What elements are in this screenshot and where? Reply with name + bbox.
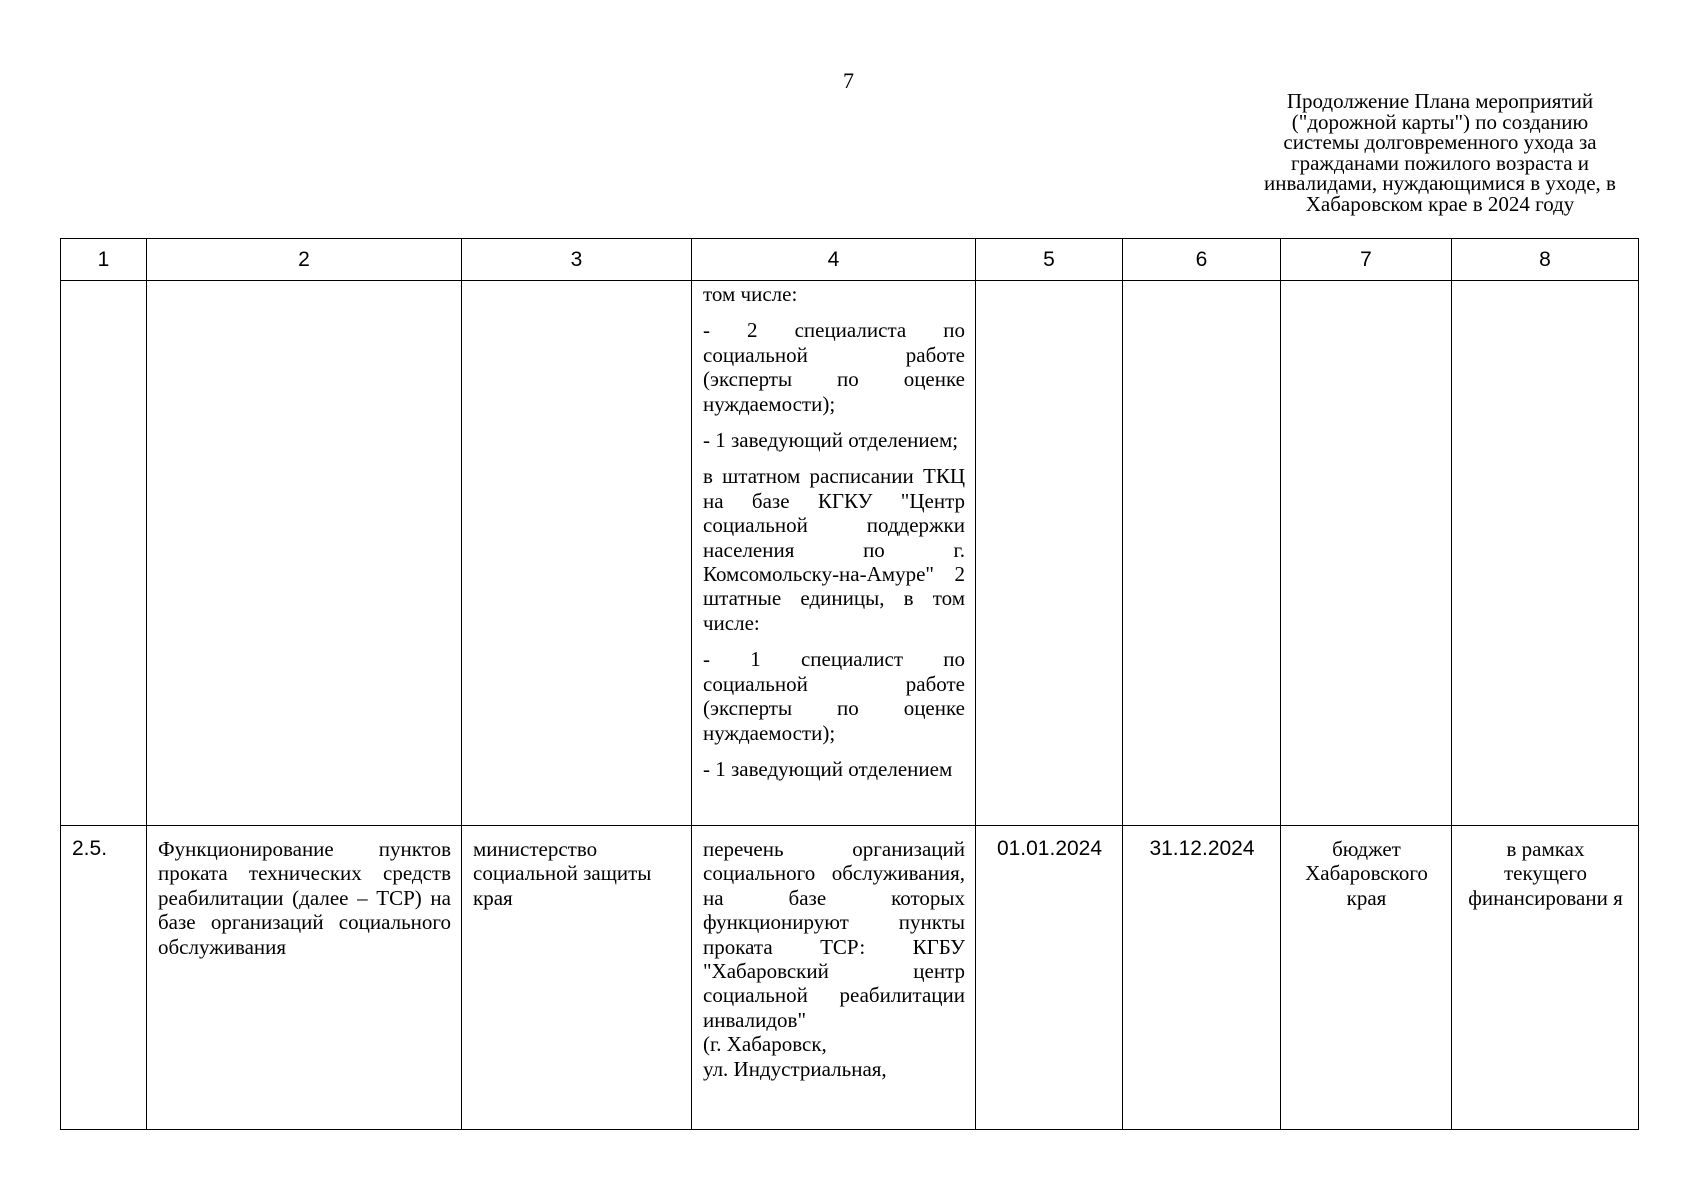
table-cell <box>1281 281 1452 826</box>
table-cell <box>147 281 462 826</box>
result-paragraph: перечень организаций социального обслуживания, на базе которых функционируют пункты проката ТСР: КГБУ "Хабаровский центр социальной реабилитации инвалидов" <box>703 837 965 1032</box>
heading-line: ("дорожной карты") по созданию <box>1291 109 1589 134</box>
document-heading <box>1230 91 1650 214</box>
table-cell <box>976 826 1123 1130</box>
table-cell <box>976 281 1123 826</box>
result-text <box>692 281 975 781</box>
heading-line: Хабаровском крае в 2024 году <box>1305 191 1575 216</box>
column-header: 5 <box>976 239 1123 281</box>
funding-source: бюджет Хабаровского края <box>1305 837 1428 910</box>
heading-line: Продолжение Плана мероприятий <box>1286 89 1594 113</box>
plan-table <box>60 238 1639 1130</box>
column-header: 1 <box>61 239 147 281</box>
page-number: 7 <box>843 68 854 93</box>
column-header: 4 <box>692 239 976 281</box>
table-cell <box>692 826 976 1130</box>
result-paragraph: в штатном расписании ТКЦ на базе КГКУ "Центр социальной поддержки населения по г. Комсомольску-на-Амуре" 2 штатные единицы, в том числе: <box>703 464 965 635</box>
start-date: 01.01.2024 <box>996 837 1103 860</box>
table-row <box>61 281 1639 826</box>
end-date: 31.12.2024 <box>1149 837 1255 860</box>
column-header: 8 <box>1452 239 1639 281</box>
table-cell <box>61 281 147 826</box>
result-paragraph: - 1 заведующий отделением; <box>703 428 959 453</box>
result-text <box>692 826 975 1081</box>
result-paragraph: - 2 специалиста по социальной работе (эксперты по оценке нуждаемости); <box>703 318 965 416</box>
table-cell <box>1281 826 1452 1130</box>
heading-line: системы долговременного ухода за <box>1283 130 1597 154</box>
result-paragraph: - 1 специалист по социальной работе (эксперты по оценке нуждаемости); <box>703 647 965 745</box>
table-header-row <box>61 239 1639 281</box>
table-row <box>61 826 1639 1130</box>
activity-text: Функционирование пунктов проката технических средств реабилитации (далее – ТСР) на базе организаций социального обслуживания <box>158 837 451 959</box>
table-cell <box>61 826 147 1130</box>
result-paragraph: том числе: <box>703 282 798 306</box>
table-cell <box>462 826 692 1130</box>
column-header: 7 <box>1281 239 1452 281</box>
column-header: 3 <box>462 239 692 281</box>
column-header: 6 <box>1123 239 1281 281</box>
heading-line: гражданами пожилого возраста и <box>1290 150 1590 175</box>
result-address-line: (г. Хабаровск, <box>703 1032 827 1057</box>
result-address-line: ул. Индустриальная, <box>703 1056 887 1081</box>
table-cell <box>692 281 976 826</box>
heading-line: инвалидами, нуждающимися в уходе, в <box>1264 171 1616 195</box>
responsible-text: министерство социальной защиты края <box>473 837 652 910</box>
table-cell <box>1123 281 1281 826</box>
table-cell <box>1452 826 1639 1130</box>
table-cell <box>462 281 692 826</box>
financing-volume: в рамках текущего финансировани я <box>1468 837 1623 910</box>
table-cell <box>147 826 462 1130</box>
table-cell <box>1123 826 1281 1130</box>
table-cell <box>1452 281 1639 826</box>
row-number: 2.5. <box>72 837 108 860</box>
result-paragraph: - 1 заведующий отделением <box>703 756 953 781</box>
column-header: 2 <box>147 239 462 281</box>
